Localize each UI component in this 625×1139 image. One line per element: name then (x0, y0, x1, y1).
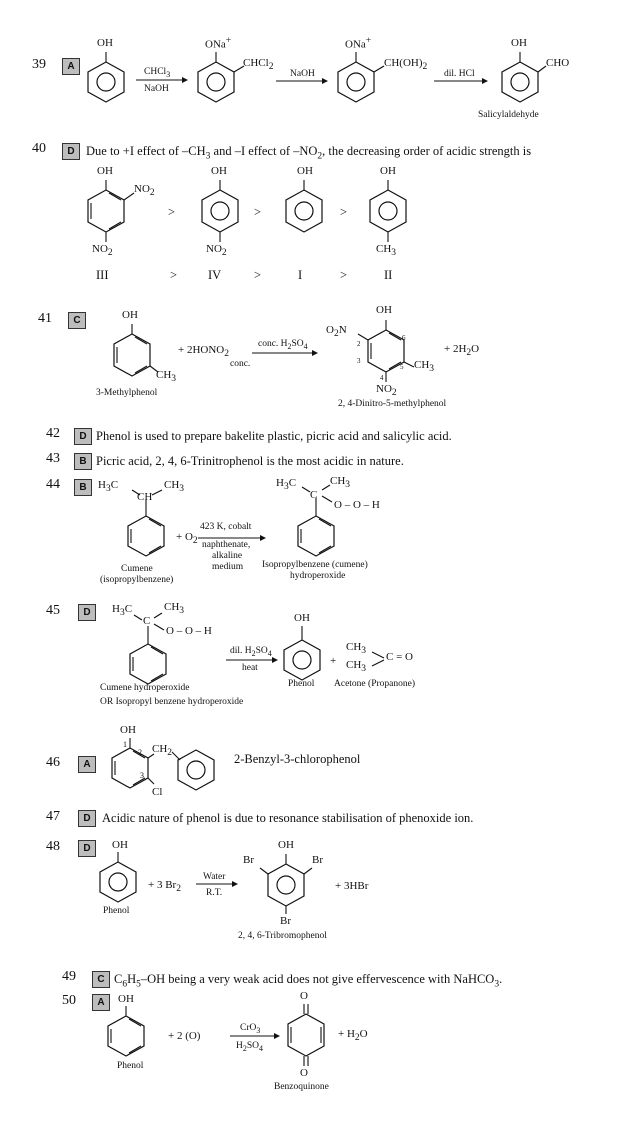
answer-badge: A (92, 994, 110, 1011)
q40-oh-c: OH (297, 165, 313, 177)
q45-ch3b: $CH_3$ (346, 659, 367, 675)
q50-product-name: Benzoquinone (274, 1082, 329, 1092)
question-number: 49 (62, 969, 76, 984)
question-number: 50 (62, 993, 76, 1008)
q45-ch3a: $CH_3$ (346, 641, 367, 657)
q39-ona-label: ONa+ (205, 36, 232, 51)
q42-statement: Phenol is used to prepare bakelite plastic, picric acid and salicylic acid. (96, 429, 452, 443)
answer-badge: C (92, 971, 110, 988)
q48-oh: OH (112, 839, 128, 851)
q41-product-name: 2, 4-Dinitro-5-methylphenol (338, 399, 447, 409)
q45-plus: + (330, 655, 337, 667)
q41-water: + $2H_2O$ (444, 343, 480, 359)
q41-arrow (252, 350, 318, 356)
q44-ch: CH (137, 491, 153, 503)
q49-statement: $C_6H_5-OH$ being a very weak acid does not give effervescence with NaHCO$_3$. (114, 972, 503, 990)
q45-ooh: O – O – H (166, 625, 212, 637)
q44-cond-1: 423 K, cobalt (200, 522, 252, 532)
answer-badge: D (78, 840, 96, 857)
q47-statement: Acidic nature of phenol is due to resonance stabilisation of phenoxide ion. (102, 811, 474, 825)
q39-cho-label: CHO (546, 57, 570, 69)
q50-ring-benzoquinone (288, 1004, 324, 1066)
q50-ring-phenol (108, 1006, 144, 1056)
q39-product-name: Salicylaldehyde (478, 110, 539, 120)
q44-ch3-product: $CH_3$ (330, 475, 351, 491)
q44-product-name-2: hydroperoxide (290, 571, 346, 581)
question-number: 48 (46, 839, 60, 854)
q50-o-bottom: O (300, 1067, 308, 1079)
q39-chcl2-label: CHCl$_2$ (243, 57, 274, 73)
q45-heat: heat (242, 663, 258, 673)
q48-product-name: 2, 4, 6-Tribromophenol (238, 931, 327, 941)
answer-badge: D (78, 604, 96, 621)
q50-phenol-name: Phenol (117, 1061, 144, 1071)
question-number: 45 (46, 603, 60, 618)
q50-oxygen: + 2 (O) (168, 1030, 201, 1042)
q50-reagent-h2so4: $H_2SO_4$ (236, 1041, 263, 1053)
q44-reactant-name-1: Cumene (121, 564, 153, 574)
q44-cond-3: alkaline (212, 551, 243, 561)
q40-ch3: $CH_3$ (376, 243, 397, 259)
answer-badge: A (62, 58, 80, 75)
q40-label-ii: II (384, 268, 393, 282)
q45-h3c: $H_3C$ (112, 603, 133, 619)
q41-pos-5: 5 (400, 363, 404, 371)
answer-badge: B (74, 453, 92, 470)
question-number: 44 (46, 477, 60, 492)
q48-br-right: Br (312, 854, 323, 866)
q41-ch3-product: $CH_3$ (414, 359, 435, 375)
q46-name: 2-Benzyl-3-chlorophenol (234, 752, 361, 766)
q40-oh-a: OH (97, 165, 113, 177)
q45-reactant-name-2: OR Isopropyl benzene hydroperoxide (100, 697, 244, 707)
question-number: 47 (46, 809, 60, 824)
q43-statement: Picric acid, 2, 4, 6-Trinitrophenol is the most acidic in nature. (96, 454, 404, 468)
q41-pos-6: 6 (402, 334, 406, 342)
q48-br-bottom: Br (280, 915, 291, 927)
q41-conc: conc. (230, 359, 251, 369)
q50-water: + $H_2O$ (338, 1028, 368, 1044)
q40-ring-cresol (370, 180, 406, 242)
q41-reactant-name: 3-Methylphenol (96, 388, 158, 398)
q45-oh: OH (294, 612, 310, 624)
answer-badge: A (78, 756, 96, 773)
q44-ooh: O – O – H (334, 499, 380, 511)
q41-pos-4: 4 (380, 374, 384, 382)
q39-oh4-label: OH (511, 37, 527, 49)
q48-hbr: + 3HBr (335, 880, 369, 892)
question-number: 43 (46, 451, 60, 466)
q40-gt: > (168, 205, 176, 219)
q39-choh-label: $CH(OH)_2$ (384, 57, 428, 73)
q48-br-left: Br (243, 854, 254, 866)
q39-reagent-naoh2: NaOH (290, 69, 315, 79)
q44-h3c-product: $H_3C$ (276, 477, 297, 493)
q44-ch3: $CH_3$ (164, 479, 185, 495)
question-number: 39 (32, 57, 46, 72)
q41-ch3: $CH_3$ (156, 369, 177, 385)
q46-oh: OH (120, 724, 136, 736)
q48-cond-water: Water (203, 872, 226, 882)
q40-gt: > (254, 205, 262, 219)
q48-br2: + 3 $Br_2$ (148, 879, 181, 895)
q45-phenol-name: Phenol (288, 679, 315, 689)
q45-reactant-name-1: Cumene hydroperoxide (100, 683, 190, 693)
q40-gt: > (170, 268, 178, 282)
q41-hono2: + $2HONO_2$ (178, 344, 229, 360)
q40-ring-dinitrophenol (88, 180, 134, 242)
q46-cl: Cl (152, 786, 163, 798)
question-number: 42 (46, 426, 60, 441)
q41-no2-product: $NO_2$ (376, 383, 397, 399)
q40-ring-phenol (286, 180, 322, 232)
q46-pos-3: 3 (140, 771, 144, 780)
q48-phenol-name: Phenol (103, 906, 130, 916)
q48-ring-phenol (100, 852, 136, 902)
q50-oh: OH (118, 993, 134, 1005)
q44-h3c: $H_3C$ (98, 479, 119, 495)
q48-oh-product: OH (278, 839, 294, 851)
q44-c: C (310, 489, 318, 501)
q48-cond-rt: R.T. (206, 888, 223, 898)
q40-ring-nitrophenol (202, 180, 238, 242)
q45-reagent: dil. $H_2SO_4$ (230, 646, 272, 658)
q41-ring-methylphenol (114, 324, 158, 376)
q39-ona2-label: ONa+ (345, 36, 372, 51)
q41-pos-3: 3 (357, 357, 361, 365)
q44-reactant-name-2: (isopropylbenzene) (100, 575, 174, 585)
answer-badge: D (62, 143, 80, 160)
answer-badge: B (74, 479, 92, 496)
question-number: 41 (38, 311, 52, 326)
q44-o2: + $O_2$ (176, 531, 198, 547)
q40-gt: > (340, 268, 348, 282)
q41-reagent: conc. $H_2SO_4$ (258, 339, 308, 351)
q39-ring-dihydroxymethyl (338, 52, 384, 102)
q40-gt: > (340, 205, 348, 219)
q40-oh-d: OH (380, 165, 396, 177)
q39-reagent-naoh: NaOH (144, 84, 169, 94)
q39-ring-phenol (88, 52, 124, 102)
q45-acetone-bonds (372, 652, 384, 666)
q45-acetone-name: Acetone (Propanone) (334, 679, 415, 689)
q40-gt: > (254, 268, 262, 282)
q41-ring-dinitromethylphenol (358, 320, 414, 382)
q41-oh: OH (122, 309, 138, 321)
q40-label-i: I (298, 268, 303, 282)
q44-product-name-1: Isopropylbenzene (cumene) (262, 560, 368, 570)
q40-no2-a: $NO_2$ (134, 183, 155, 199)
q41-o2n: $O_2N$ (326, 324, 347, 340)
question-number: 46 (46, 755, 60, 770)
q44-cond-2: naphthenate, (202, 540, 251, 550)
q41-pos-2: 2 (357, 340, 361, 348)
q40-oh-b: OH (211, 165, 227, 177)
q45-c: C (143, 615, 151, 627)
q40-no2-b: $NO_2$ (92, 243, 113, 259)
q39-ring-salicylaldehyde (502, 52, 546, 102)
q46-pos-2: 2 (138, 748, 142, 757)
q50-o-top: O (300, 990, 308, 1002)
q45-ring-phenol (284, 626, 320, 680)
q46-ring-benzyl (178, 750, 214, 790)
answer-badge: D (78, 810, 96, 827)
q40-no2-c: $NO_2$ (206, 243, 227, 259)
q46-pos-1: 1 (123, 740, 127, 749)
q40-label-iv: IV (208, 268, 222, 282)
q39-reagent-hcl: dil. HCl (444, 69, 475, 79)
q40-label-iii: III (96, 268, 109, 282)
q41-oh-product: OH (376, 304, 392, 316)
q39-oh-label: OH (97, 37, 113, 49)
q39-ring-dichloromethyl (198, 52, 244, 102)
answer-badge: C (68, 312, 86, 329)
q45-ch3: $CH_3$ (164, 601, 185, 617)
q44-cond-4: medium (212, 562, 244, 572)
q50-reagent-cro3: CrO$_3$ (240, 1023, 261, 1035)
q46-ch2: $CH_2$ (152, 743, 173, 759)
q48-ring-tribromophenol (260, 854, 312, 914)
answer-badge: D (74, 428, 92, 445)
q39-reagent-chcl3: CHCl$_3$ (144, 67, 171, 79)
question-number: 40 (32, 141, 46, 156)
q40-statement: Due to +I effect of $-CH_3$ and –I effect of $-NO_2$, the decreasing order of acidic strength is (86, 144, 532, 162)
q45-co: C = O (386, 651, 413, 663)
